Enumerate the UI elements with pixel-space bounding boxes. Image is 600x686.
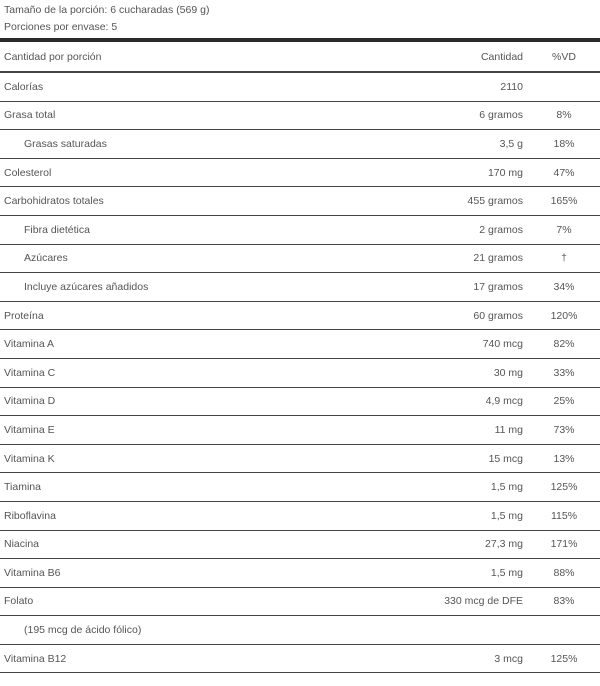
nutrient-dv: 165% — [550, 195, 578, 208]
header-name: Cantidad por porción — [4, 50, 102, 63]
nutrient-dv: 8% — [556, 109, 572, 122]
nutrient-dv: 13% — [553, 452, 575, 465]
table-row — [0, 330, 600, 359]
table-row — [0, 245, 600, 274]
nutrient-name: Niacina — [4, 538, 40, 551]
nutrient-amount: 17 gramos — [473, 280, 523, 293]
nutrient-name: Vitamina K — [4, 452, 55, 465]
nutrient-amount: 11 mg — [494, 423, 523, 436]
nutrient-name: Vitamina B12 — [4, 652, 67, 665]
nutrient-dv: 33% — [553, 366, 575, 379]
table-row — [0, 73, 600, 102]
serving-info — [0, 0, 600, 36]
table-row — [0, 531, 600, 560]
nutrient-amount: 27,3 mg — [485, 538, 523, 551]
servings-per-container: Porciones por envase: 5 — [4, 21, 118, 33]
table-row — [0, 616, 600, 645]
nutrient-dv: † — [561, 252, 567, 265]
nutrient-amount: 330 mcg de DFE — [444, 595, 523, 608]
table-row — [0, 130, 600, 159]
nutrient-dv: 83% — [553, 595, 575, 608]
nutrient-dv — [540, 616, 588, 644]
table-row — [0, 187, 600, 216]
nutrient-name: Fibra dietética — [24, 223, 90, 236]
nutrient-name: Incluye azúcares añadidos — [24, 280, 149, 293]
nutrient-name: Folato — [4, 595, 34, 608]
table-row — [0, 302, 600, 331]
table-row — [0, 359, 600, 388]
nutrient-name: Carbohidratos totales — [4, 195, 104, 208]
nutrient-name: Vitamina B6 — [4, 566, 61, 579]
nutrient-dv: 47% — [553, 166, 575, 179]
nutrient-dv: 18% — [553, 137, 575, 150]
header-amount: Cantidad — [480, 50, 523, 63]
nutrient-amount: 740 mcg — [482, 338, 523, 351]
nutrition-table — [0, 42, 600, 673]
table-body — [0, 73, 600, 673]
nutrient-amount: 3,5 g — [499, 137, 523, 150]
nutrient-amount: 3 mcg — [494, 652, 523, 665]
nutrient-dv: 82% — [553, 338, 575, 351]
nutrient-dv: 88% — [553, 566, 575, 579]
nutrient-amount: 1,5 mg — [490, 566, 523, 579]
nutrient-dv: 171% — [550, 538, 578, 551]
nutrient-name: Calorías — [4, 80, 44, 93]
nutrient-dv — [540, 73, 588, 101]
nutrient-amount: 6 gramos — [479, 109, 523, 122]
nutrient-dv: 25% — [553, 395, 575, 408]
nutrient-amount: 455 gramos — [467, 195, 523, 208]
nutrient-amount: 4,9 mcg — [485, 395, 523, 408]
table-row — [0, 216, 600, 245]
nutrient-dv: 7% — [556, 223, 572, 236]
nutrient-amount: 170 mg — [487, 166, 523, 179]
nutrient-name: Azúcares — [24, 252, 68, 265]
nutrient-amount: 1,5 mg — [490, 481, 523, 494]
nutrient-dv: 125% — [550, 652, 578, 665]
table-row — [0, 502, 600, 531]
nutrient-name: Vitamina C — [4, 366, 56, 379]
nutrient-name: Tiamina — [4, 481, 41, 494]
nutrient-name: Proteína — [4, 309, 44, 322]
table-row — [0, 559, 600, 588]
nutrient-name: Colesterol — [4, 166, 52, 179]
nutrient-dv: 125% — [550, 481, 578, 494]
nutrient-name: Vitamina D — [4, 395, 56, 408]
table-row — [0, 445, 600, 474]
header-dv: %VD — [552, 50, 576, 63]
table-header — [0, 42, 600, 73]
table-row — [0, 588, 600, 617]
nutrient-amount: 60 gramos — [473, 309, 523, 322]
table-row — [0, 273, 600, 302]
nutrient-amount: 2110 — [500, 80, 523, 93]
nutrient-name: Grasas saturadas — [24, 137, 107, 150]
nutrient-dv: 34% — [553, 280, 575, 293]
nutrient-name: (195 mcg de ácido fólico) — [24, 624, 142, 637]
nutrient-amount: 15 mcg — [488, 452, 523, 465]
nutrient-name: Vitamina A — [4, 338, 55, 351]
table-row — [0, 102, 600, 131]
nutrient-dv: 120% — [550, 309, 578, 322]
table-row — [0, 473, 600, 502]
nutrient-amount: 1,5 mg — [490, 509, 523, 522]
nutrient-dv: 73% — [553, 423, 575, 436]
nutrient-dv: 115% — [550, 509, 578, 522]
nutrient-amount: 21 gramos — [473, 252, 523, 265]
nutrient-name: Vitamina E — [4, 423, 55, 436]
nutrient-name: Grasa total — [4, 109, 56, 122]
serving-size: Tamaño de la porción: 6 cucharadas (569 g) — [4, 4, 210, 16]
table-row — [0, 159, 600, 188]
table-row — [0, 388, 600, 417]
nutrient-amount: 30 mg — [493, 366, 523, 379]
nutrient-amount: 2 gramos — [479, 223, 523, 236]
table-row — [0, 416, 600, 445]
table-row — [0, 645, 600, 674]
nutrient-name: Riboflavina — [4, 509, 56, 522]
